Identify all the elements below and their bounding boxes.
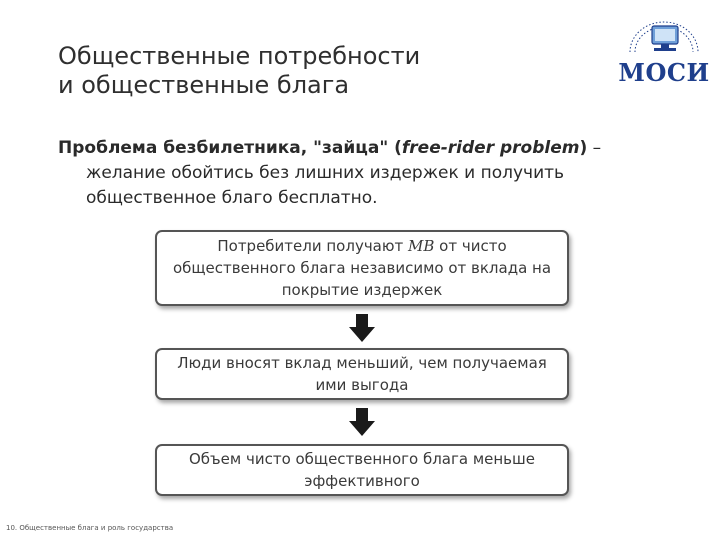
- intro-dash: –: [587, 138, 602, 158]
- intro-term-english: free-rider problem: [401, 138, 580, 158]
- slide-footer: 10. Общественные блага и роль государства: [6, 524, 174, 532]
- intro-term-close: ): [579, 138, 588, 158]
- intro-term: Проблема безбилетника, "зайца" (: [58, 138, 402, 158]
- intro-line-3: общественное благо бесплатно.: [86, 188, 378, 208]
- flow-box-1-post: от чисто общественного блага независимо от вклада на покрытие издержек: [172, 237, 552, 299]
- mosi-logo: [616, 10, 712, 86]
- slide-title-line-1: Общественные потребности: [58, 42, 421, 70]
- flow-box-volume-text: Объем чисто общественного блага меньше эффективного: [189, 450, 535, 490]
- flow-box-consumers: [155, 230, 569, 306]
- flow-box-consumers-text: [169, 235, 555, 301]
- slide-title: [58, 42, 420, 100]
- flow-box-1-pre: Потребители получают: [217, 237, 409, 255]
- intro-first-line: [58, 138, 601, 158]
- flow-box-contribution-text: Люди вносят вклад меньший, чем получаемая ими выгода: [177, 354, 547, 394]
- slide-title-line-2: и общественные блага: [58, 71, 350, 99]
- logo-text: МОСИ: [618, 58, 710, 87]
- intro-paragraph: [58, 136, 658, 211]
- down-arrow-icon: [349, 314, 375, 342]
- flow-box-contribution: [155, 348, 569, 400]
- flow-box-1-mb: MB: [408, 237, 435, 255]
- down-arrow-icon: [349, 408, 375, 436]
- flow-box-volume: [155, 444, 569, 496]
- intro-line-2: желание обойтись без лишних издержек и получить: [86, 163, 565, 183]
